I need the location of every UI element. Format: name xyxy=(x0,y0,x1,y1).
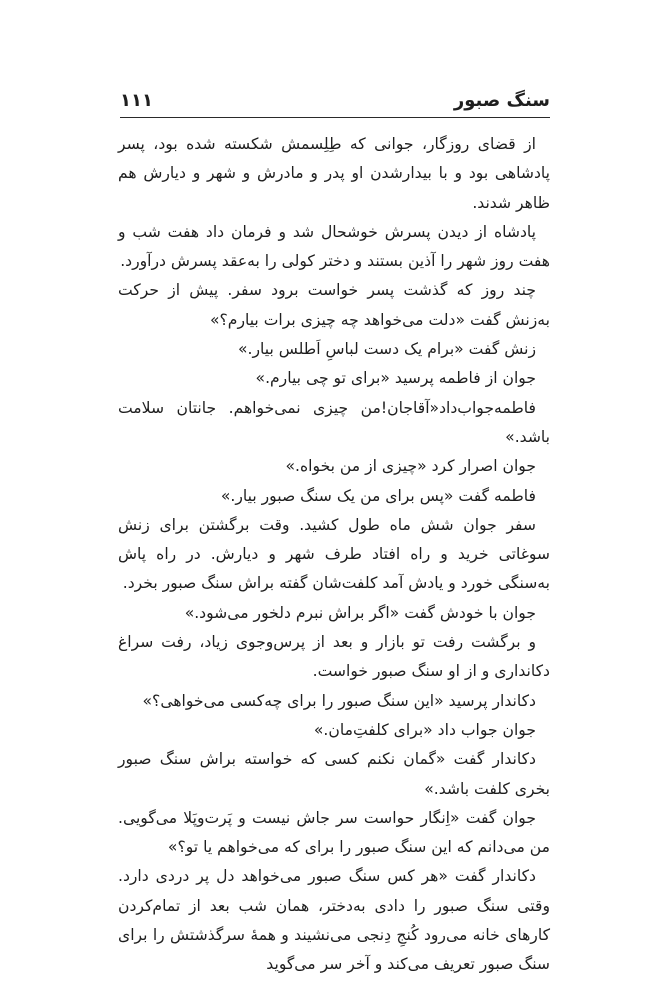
body-text xyxy=(118,130,550,980)
paragraph: دکاندار پرسید «این سنگ صبور را برای چه‌کسی می‌خواهی؟» xyxy=(142,691,536,710)
paragraph: چند روز که گذشت پسر خواست برود سفر. پیش از حرکت به‌زنش گفت «دلت می‌خواهد چه چیزی برات بیارم؟» xyxy=(118,281,550,329)
paragraph: فاطمه گفت «پس برای من یک سنگ صبور بیار.» xyxy=(220,486,536,505)
page-header xyxy=(120,90,550,116)
page-number: ۱۱۱ xyxy=(120,90,153,111)
paragraph: جوان با خودش گفت «اگر براش نبرم دلخور می‌شود.» xyxy=(184,603,536,622)
paragraph: سفر جوان شش ماه طول کشید. وقت برگشتن برای زنش سوغاتی خرید و راه افتاد طرف شهر و دیارش. در راه پاش به‌سنگی خورد و یادش آمد کلفت‌شان گفته براش سنگ صبور بخرد. xyxy=(118,515,550,593)
paragraph: پادشاه از دیدن پسرش خوشحال شد و فرمان داد هفت شب و هفت روز شهر را آذین بستند و دختر کولی را به‌عقد پسرش درآورد. xyxy=(118,222,550,271)
paragraph: دکاندار گفت «گمان نکنم کسی که خواسته براش سنگ صبور بخری کلفت باشد.» xyxy=(118,750,550,798)
paragraph: جوان از فاطمه پرسید «برای تو چی بیارم.» xyxy=(255,369,536,388)
header-divider xyxy=(120,117,550,118)
paragraph: فاطمه‌جواب‌داد«آقاجان!من چیزی نمی‌خواهم. جانتان سلامت باشد.» xyxy=(118,398,550,446)
paragraph: زنش گفت «برام یک دست لباسِ اَطلس بیار.» xyxy=(237,340,536,359)
paragraph: دکاندار گفت «هر کس سنگ صبور می‌خواهد دل پر دردی دارد. وقتی سنگ صبور را دادی به‌دختر، همان شب بعد از تمام‌کردن کارهای خانه می‌رود کُنجِ دِنجی می‌نشیند و همهٔ سرگذشتش را برای سنگ صبور تعریف می‌کند و آخر سر می‌گوید xyxy=(118,867,550,974)
running-title: سنگ صبور xyxy=(453,90,550,111)
paragraph: جوان اصرار کرد «چیزی از من بخواه.» xyxy=(285,457,536,476)
paragraph: و برگشت رفت تو بازار و بعد از پرس‌وجوی زیاد، رفت سراغ دکانداری و از او سنگ صبور خواست. xyxy=(118,633,550,681)
paragraph: از قضای روزگار، جوانی که طِلِسمش شکسته شده بود، پسر پادشاهی بود و با بیدارشدن او پدر و مادرش و شهر و دیارش هم ظاهر شدند. xyxy=(118,135,550,212)
paragraph: جوان جواب داد «برای کلفتِ‌مان.» xyxy=(313,720,536,739)
paragraph: جوان گفت «اِنگار حواست سر جاش نیست و پَرت‌وپَلا می‌گویی. من می‌دانم که این سنگ صبور را برای که می‌خواهم یا تو؟» xyxy=(118,808,550,857)
